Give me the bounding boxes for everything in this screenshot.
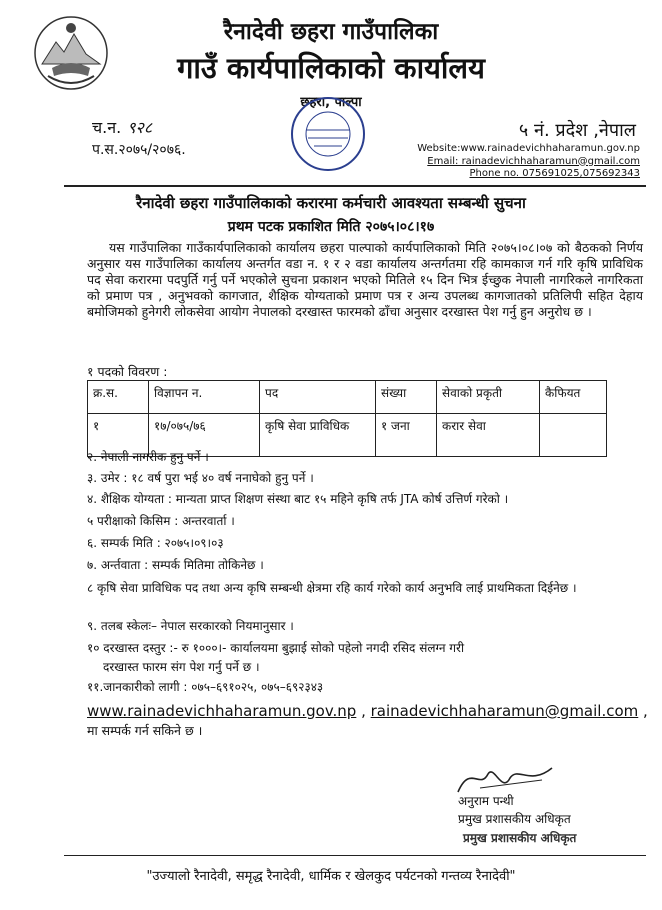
header-divider <box>64 185 646 187</box>
condition-item: ८ कृषि सेवा प्राविधिक पद तथा अन्य कृषि सम्बन्धी क्षेत्रमा रहि कार्य गरेको कार्य अनुभवि लाई प्राथमिकता दिईनेछ । <box>87 581 577 595</box>
condition-item: ६. सम्पर्क मिति : २०७५।०९।०३ <box>87 536 224 550</box>
condition-item: ११.जानकारीको लागी : ०७५–६९१०२५, ०७५–६९२३४३ <box>87 680 324 694</box>
office-seal-stamp <box>288 94 368 174</box>
table-header-cell: संख्या <box>376 381 437 414</box>
vacancy-table <box>87 380 607 457</box>
published-date: प्रथम पटक प्रकाशित मिति २०७५।०८।१७ <box>227 219 435 235</box>
table-header-cell: सेवाको प्रकृती <box>437 381 540 414</box>
table-header-cell: पद <box>260 381 376 414</box>
notice-body <box>87 240 643 320</box>
condition-item: १० दरखास्त दस्तुर :- रु १०००।- कार्यालयमा बुझाई सोको पहेलो नगदी रसिद संलग्न गरी <box>87 641 465 655</box>
table-cell: १ जना <box>376 414 437 457</box>
table-cell: कृषि सेवा प्राविधिक <box>260 414 376 457</box>
condition-item: २. नेपाली नागरीक हुनु पर्ने । <box>87 450 209 464</box>
table-title: १ पदको विवरण : <box>87 364 168 379</box>
table-cell: १ <box>88 414 149 457</box>
table-header-cell: कैफियत <box>540 381 607 414</box>
table-cell: करार सेवा <box>437 414 540 457</box>
letter-number-value: ९२८ <box>127 118 153 137</box>
table-header-cell: क्र.स. <box>88 381 149 414</box>
condition-item: ४. शैक्षिक योग्यता : मान्यता प्राप्त शिक्षण संस्था बाट १५ महिने कृषि तर्फ JTA कोर्ष उत्तिर्ण गरेको । <box>87 492 509 506</box>
table-header-cell: विज्ञापन न. <box>149 381 260 414</box>
condition-item: ५ परीक्षाको किसिम : अन्तरवार्ता । <box>87 514 235 528</box>
notice-title: रैनादेवी छहरा गाउँपालिकाको करारमा कर्मचारी आवश्यता सम्बन्धी सुचना <box>136 194 526 212</box>
contact-links <box>87 702 648 720</box>
office-title: गाउँ कार्यपालिकाको कार्यालय <box>177 51 485 85</box>
office-name: रैनादेवी छहरा गाउँपालिका <box>223 19 439 45</box>
condition-item: ९. तलब स्केलः– नेपाल सरकारको नियमानुसार । <box>87 619 294 633</box>
table-cell: १७/०७५/७६ <box>149 414 260 457</box>
fiscal-year: प.स.२०७५/२०७६. <box>92 142 186 158</box>
email-text: Email: rainadevichhaharamun@gmail.com <box>427 155 640 167</box>
signer-stamp: प्रमुख प्रशासकीय अधिकृत <box>463 831 577 845</box>
phone-text: Phone no. 075691025,075692343 <box>469 168 640 179</box>
notice-body-text: यस गाउँपालिका गाउँकार्यपालिकाको कार्यालय छहरा पाल्पाको कार्यपालिकाको मिति २०७५।०८।०७ को बैठकको निर्णय अनुसार यस गाउँपालिका कार्यालय अन्तर्गत वडा न. १ र २ वडा कार्यालय अन्तर्गतमा रहि कामकाज गर्न गरि कृषि प्राविधिक पद सेवा करारमा पदपुर्ति गर्नु पर्ने भएकोले सुचना प्रकाशन भएको मितिले १५ दिन भित्र ईच्छुक नेपाली नागरिकले नागरिकता को प्रमाण पत्र , अनुभवको कागजात, शैक्षिक योग्यताको प्रमाण पत्र र अन्य उपलब्ध कागजातको प्रतिलिपी सहित देहाय बमोजिमको हुनेगरी लोकसेवा आयोग नेपालको दरखास्त फारमको ढाँचा अनुसार दरखास्त पेश गर्नु हुन अनुरोध छ । <box>87 240 643 319</box>
condition-item: ३. उमेर : १८ वर्ष पुरा भई ४० वर्ष ननाघेको हुनु पर्ने । <box>87 471 314 485</box>
footer-slogan: "उज्यालो रैनादेवी, समृद्ध रैनादेवी, धार्मिक र खेलकुद पर्यटनको गन्तव्य रैनादेवी" <box>146 869 516 884</box>
signer-post: प्रमुख प्रशासकीय अधिकृत <box>458 812 571 826</box>
website-text: Website:www.rainadevichhaharamun.gov.np <box>417 143 640 154</box>
letter-number <box>92 116 152 138</box>
letter-number-label: च.न. <box>92 118 122 137</box>
condition-item: दरखास्त फारम संग पेश गर्नु पर्ने छ । <box>103 660 260 674</box>
province: ५ नं. प्रदेश ,नेपाल <box>518 120 636 141</box>
link-separator: , <box>356 702 371 720</box>
table-header-row <box>88 381 607 414</box>
signer-name: अनुराम पन्थी <box>458 794 514 808</box>
email-link[interactable]: rainadevichhaharamun@gmail.com <box>370 702 639 720</box>
office-address: छहरा, पाल्पा <box>300 95 362 110</box>
link-trailing: , <box>638 702 648 720</box>
contact-block <box>417 143 640 181</box>
footer-divider <box>64 855 646 856</box>
condition-item: ७. अर्न्तवाता : सम्पर्क मितिमा तोकिनेछ । <box>87 558 264 572</box>
contact-tail: मा सम्पर्क गर्न सकिने छ । <box>87 723 203 738</box>
website-link[interactable]: www.rainadevichhaharamun.gov.np <box>87 702 357 720</box>
